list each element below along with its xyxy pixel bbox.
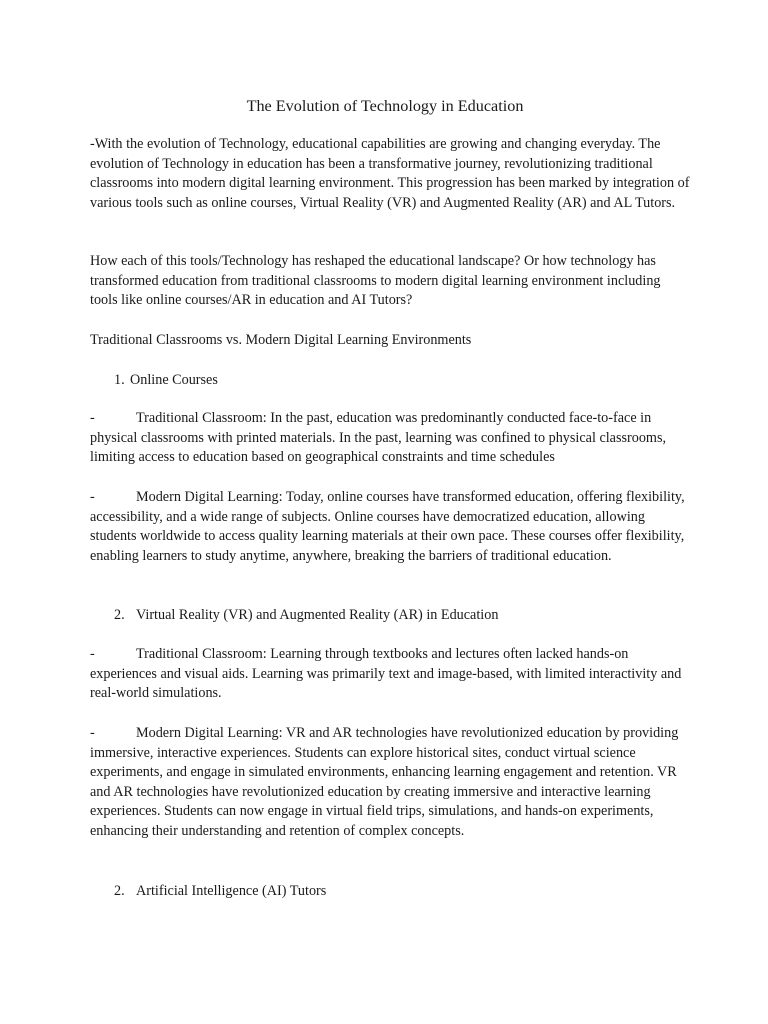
document-title: The Evolution of Technology in Education — [246, 97, 524, 115]
bullet-paragraph-modern-online — [90, 488, 690, 566]
bullet-paragraph-traditional-online — [90, 409, 690, 468]
section-heading: Traditional Classrooms vs. Modern Digital Learning Environments — [90, 332, 472, 348]
bullet-text: Traditional Classroom: Learning through textbooks and lectures often lacked hands-on experiences and visual aids. Learning was primarily text and image-based, with limited interactivity and real-world simulations. — [90, 646, 682, 702]
bullet-text: Modern Digital Learning: VR and AR technologies have revolutionized education by providing immersive, interactive experiences. Students can explore historical sites, conduct virtual science experiments, and engage in simulated environments, enhancing learning engagement and retention. VR and AR technologies have revolutionized education by creating immersive and interactive learning experiences. Students can now engage in virtual field trips, simulations, and hands-on experiments, enhancing their understanding and retention of complex concepts. — [90, 725, 679, 839]
list-item-heading-vr-ar — [114, 606, 714, 626]
list-item-heading-ai-tutors — [114, 882, 714, 902]
list-item-heading-online-courses — [114, 371, 714, 391]
list-item-label: Virtual Reality (VR) and Augmented Reality (AR) in Education — [136, 607, 499, 623]
bullet-text: Modern Digital Learning: Today, online courses have transformed education, offering flexibility, accessibility, and a wide range of subjects. Online courses have democratized education, allowing students worldwide to access quality learning materials at their own pace. These courses offer flexibility, enabling learners to study anytime, anywhere, breaking the barriers of traditional education. — [90, 489, 685, 564]
intro-paragraph: -With the evolution of Technology, educational capabilities are growing and changing everyday. The evolution of Technology in education has been a transformative journey, revolutionizing traditional classrooms into modern digital learning environment. This progression has been marked by integration of various tools such as online courses, Virtual Reality (VR) and Augmented Reality (AR) and AL Tutors. — [90, 136, 690, 211]
bullet-marker: - — [90, 646, 95, 662]
bullet-marker: - — [90, 410, 95, 426]
bullet-marker: - — [90, 489, 95, 505]
list-number: 2. — [114, 883, 125, 899]
question-paragraph: How each of this tools/Technology has reshaped the educational landscape? Or how technology has transformed education from traditional classrooms to modern digital learning environment including tools like online courses/AR in education and AI Tutors? — [90, 253, 661, 309]
bullet-paragraph-traditional-vr — [90, 645, 690, 704]
bullet-paragraph-modern-vr — [90, 724, 690, 842]
list-item-label: Artificial Intelligence (AI) Tutors — [136, 883, 327, 899]
bullet-marker: - — [90, 725, 95, 741]
bullet-text: Traditional Classroom: In the past, education was predominantly conducted face-to-face in physical classrooms with printed materials. In the past, learning was confined to physical classrooms, limiting access to education based on geographical constraints and time schedules — [90, 410, 667, 466]
list-number: 2. — [114, 607, 125, 623]
list-item-label: Online Courses — [130, 372, 218, 388]
list-number: 1. — [114, 372, 125, 388]
